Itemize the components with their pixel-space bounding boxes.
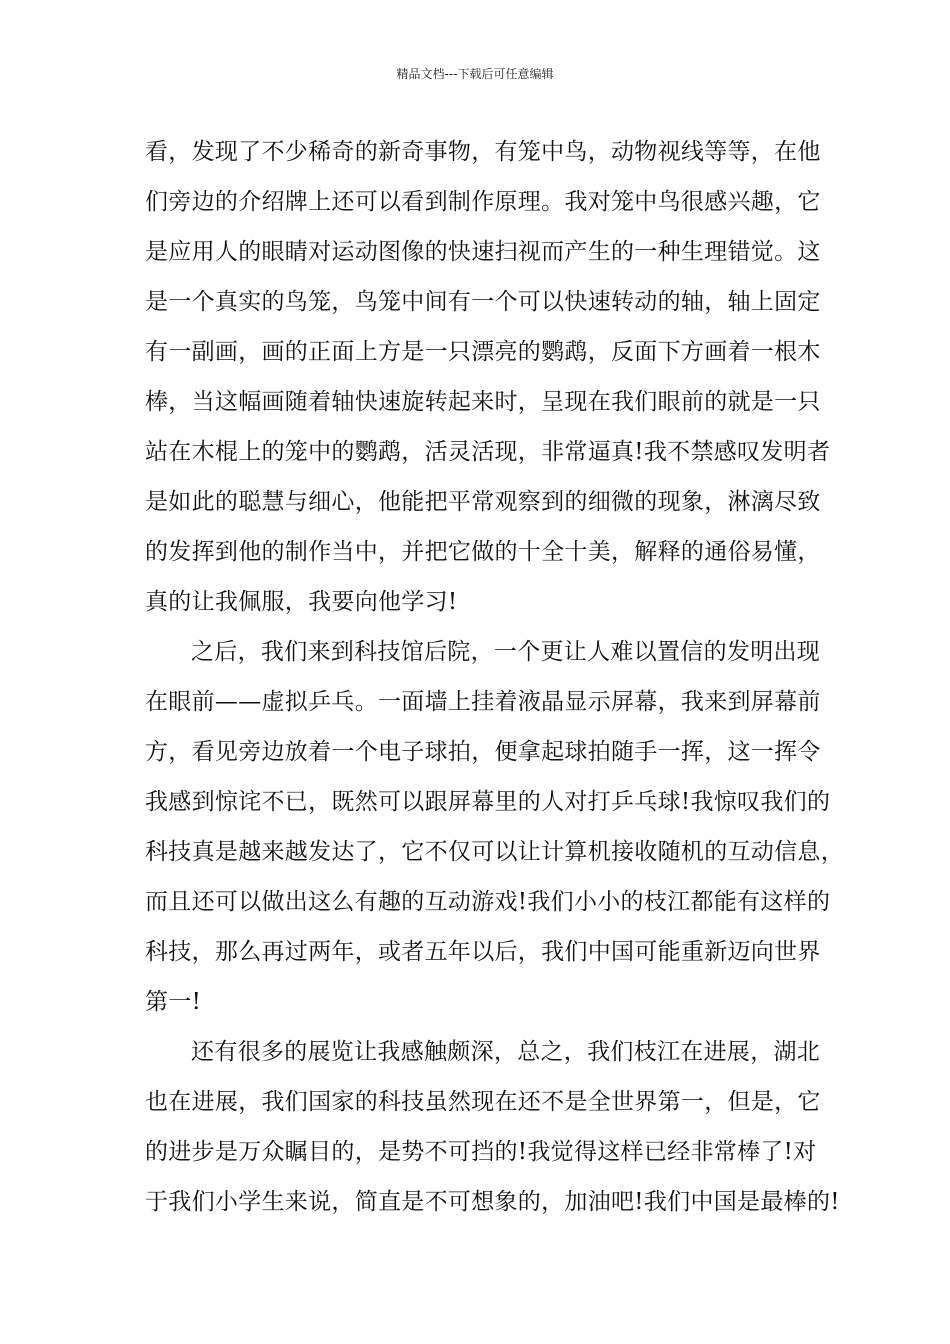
paragraph xyxy=(145,127,831,627)
paragraph xyxy=(145,627,844,1027)
text-line: 也在进展，我们国家的科技虽然现在还不是全世界第一，但是，它 xyxy=(145,1089,821,1115)
text-line: 真的让我佩服，我要向他学习! xyxy=(145,589,458,615)
text-line: 第一! xyxy=(145,989,202,1015)
text-line: 而且还可以做出这么有趣的互动游戏!我们小小的枝江都能有这样的 xyxy=(145,889,831,915)
text-line: 看，发现了不少稀奇的新奇事物，有笼中鸟，动物视线等等，在他 xyxy=(145,139,821,165)
text-line: 我感到惊诧不已，既然可以跟屏幕里的人对打乒乓球!我惊叹我们的 xyxy=(145,789,831,815)
text-line: 的进步是万众瞩目的，是势不可挡的!我觉得这样已经非常棒了!对 xyxy=(145,1139,817,1165)
text-line: 是如此的聪慧与细心，他能把平常观察到的细微的现象，淋漓尽致 xyxy=(145,489,821,515)
text-line: 在眼前——虚拟乒乓。一面墙上挂着液晶显示屏幕，我来到屏幕前 xyxy=(145,689,821,715)
text-line: 方，看见旁边放着一个电子球拍，便拿起球拍随手一挥，这一挥令 xyxy=(145,739,821,765)
text-line: 棒，当这幅画随着轴快速旋转起来时，呈现在我们眼前的就是一只 xyxy=(145,389,821,415)
page-header: 精品文档---下载后可任意编辑 xyxy=(396,67,554,81)
paragraph xyxy=(145,1027,840,1227)
text-line: 科技真是越来越发达了，它不仅可以让计算机接收随机的互动信息， xyxy=(145,839,844,865)
text-line: 们旁边的介绍牌上还可以看到制作原理。我对笼中鸟很感兴趣，它 xyxy=(145,189,821,215)
text-line: 是一个真实的鸟笼，鸟笼中间有一个可以快速转动的轴，轴上固定 xyxy=(145,289,821,315)
text-line: 站在木棍上的笼中的鹦鹉，活灵活现，非常逼真!我不禁感叹发明者 xyxy=(145,439,831,465)
text-line: 还有很多的展览让我感触颇深，总之，我们枝江在进展，湖北 xyxy=(191,1039,821,1065)
text-line: 科技，那么再过两年，或者五年以后，我们中国可能重新迈向世界 xyxy=(145,939,821,965)
text-line: 的发挥到他的制作当中，并把它做的十全十美，解释的通俗易懂， xyxy=(145,539,821,565)
text-line: 之后，我们来到科技馆后院，一个更让人难以置信的发明出现 xyxy=(191,639,821,665)
text-line: 有一副画，画的正面上方是一只漂亮的鹦鹉，反面下方画着一根木 xyxy=(145,339,821,365)
document-body xyxy=(145,127,844,1227)
text-line: 是应用人的眼睛对运动图像的快速扫视而产生的一种生理错觉。这 xyxy=(145,239,821,265)
text-line: 于我们小学生来说，简直是不可想象的，加油吧!我们中国是最棒的! xyxy=(145,1189,840,1215)
